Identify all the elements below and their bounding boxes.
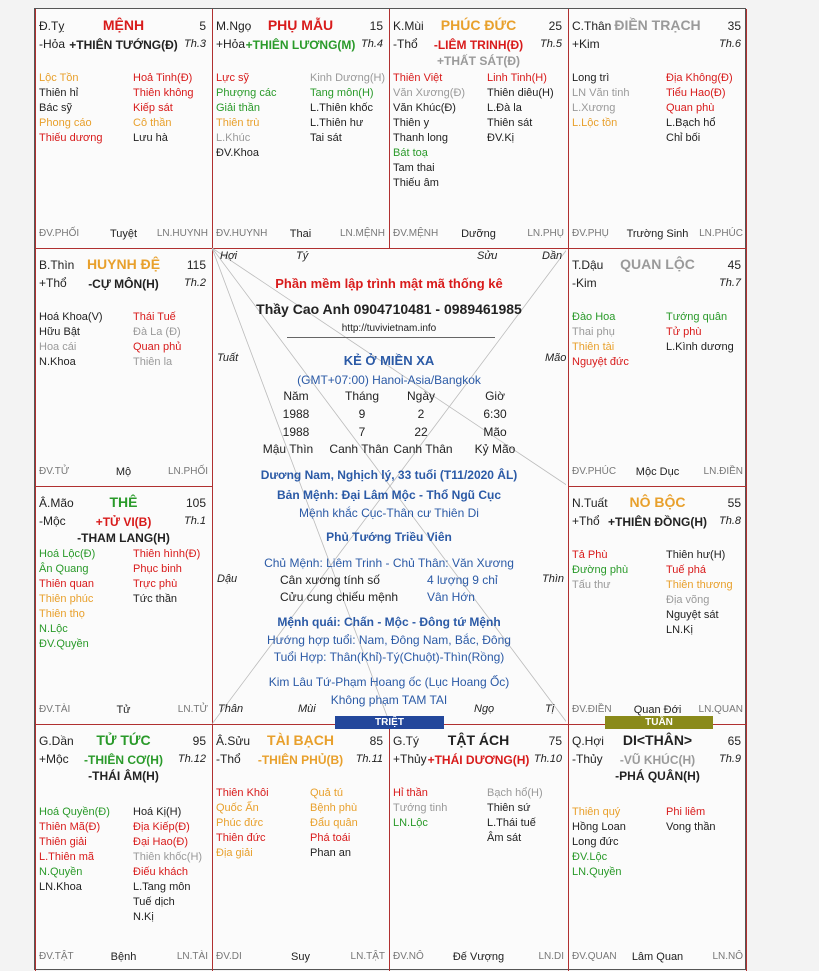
star-right: Âm sát [487, 832, 522, 844]
star-left: Hoa cái [39, 341, 77, 353]
palace-foot-left: ĐV.QUAN [572, 951, 617, 962]
date-cell-solar: 1988 [282, 407, 310, 421]
palace-th: Th.12 [177, 753, 206, 765]
star-right: Thiên hình(Đ) [133, 548, 201, 560]
star-left: Đường phù [572, 564, 629, 576]
palace-mao [35, 486, 212, 724]
palace-foot-left: ĐV.TẬT [39, 951, 74, 962]
palace-branch: K.Mùi [393, 19, 424, 33]
palace-name: PHÚC ĐỨC [440, 17, 517, 33]
star-right: Nguyệt sát [666, 609, 719, 621]
branch-label-tuat: Tuất [217, 352, 239, 364]
star-right: Thiên diêu(H) [487, 87, 554, 99]
star-right: Phan an [310, 847, 351, 859]
star-right: Thiên khốc(H) [133, 851, 203, 863]
star-right: Địa võng [666, 594, 710, 606]
main-star: -THIÊN PHỦ(B) [257, 753, 344, 767]
tam-tai: Không phạm TAM TAI [330, 693, 448, 707]
palace-name: QUAN LỘC [620, 256, 695, 272]
date-cell-lunar: Mão [483, 425, 507, 439]
palace-hoi [568, 724, 747, 971]
star-left: ĐV.Lộc [572, 851, 608, 863]
palace-tuat [568, 486, 747, 724]
palace-foot-right: LN.TỬ [177, 704, 208, 715]
star-right: Trực phù [133, 578, 178, 590]
palace-foot-right: LN.PHỐI [167, 466, 208, 477]
star-right: Cô thần [133, 117, 172, 129]
huong-hop: Hướng hợp tuổi: Nam, Đông Nam, Bắc, Đông [267, 633, 511, 647]
palace-number: 55 [727, 496, 741, 510]
palace-element: -Kim [572, 276, 597, 290]
star-left: Thiên phúc [39, 593, 94, 605]
star-right: Tang môn(H) [310, 87, 374, 99]
star-left: Hữu Bật [39, 326, 80, 338]
palace-ty [35, 9, 212, 248]
palace-foot-mid: Mộ [115, 466, 132, 478]
secondary-star: -PHÁ QUÂN(H) [615, 769, 700, 783]
star-left: Long trì [572, 72, 610, 84]
star-right: L.Kình dương [666, 341, 734, 353]
palace-element: -Thổ [216, 752, 241, 766]
palace-suu [212, 724, 389, 971]
star-left: Lộc Tồn [39, 72, 79, 84]
center-url: http://tuvivietnam.info [341, 323, 437, 334]
palace-foot-mid: Lâm Quan [631, 951, 684, 963]
cuu-cung-label: Cửu cung chiếu mệnh [280, 590, 399, 604]
palace-foot-right: LN.PHỤ [527, 228, 564, 239]
palace-foot-mid: Mộc Dục [635, 466, 680, 478]
palace-branch: Â.Mão [39, 496, 74, 510]
palace-element: -Thủy [572, 752, 603, 766]
star-left: Giải thần [216, 102, 261, 114]
palace-foot-mid: Tử [116, 704, 131, 716]
palace-foot-right: LN.QUAN [698, 704, 743, 715]
palace-number: 75 [548, 734, 562, 748]
branch-label-thin: Thìn [542, 573, 565, 585]
star-left: Phúc đức [216, 817, 264, 829]
star-left: LN.Lộc [393, 817, 428, 829]
star-right: Thái Tuế [133, 311, 176, 323]
palace-foot-left: ĐV.PHỤ [572, 228, 609, 239]
star-left: Bát toạ [393, 147, 428, 159]
palace-number: 35 [727, 19, 741, 33]
chart-name: KẺ Ở MIỀN XA [343, 353, 435, 368]
palace-foot-mid: Bệnh [110, 951, 137, 963]
palace-than [568, 9, 747, 248]
palace-element: +Mộc [39, 752, 69, 766]
palace-branch: N.Tuất [572, 496, 608, 510]
palace-foot-right: LN.ĐIỀN [703, 466, 743, 477]
palace-number: 115 [186, 258, 206, 272]
palace-th: Th.1 [183, 515, 206, 527]
star-right: Bệnh phù [310, 802, 358, 814]
canchi-cell: Mậu Thìn [262, 442, 314, 456]
palace-element: +Thổ [572, 514, 600, 528]
palace-foot-left: ĐV.ĐIỀN [572, 704, 612, 715]
star-left: Phượng các [216, 87, 277, 99]
star-right: Thiên hư(H) [666, 549, 726, 561]
palace-name: DI<THÂN> [622, 732, 693, 748]
palace-dan [35, 724, 212, 971]
menh-khac: Mệnh khắc Cục-Thân cư Thiên Di [299, 506, 479, 520]
palace-foot-right: LN.DI [538, 951, 564, 962]
star-left: Tướng tinh [393, 802, 448, 814]
star-left: N.Khoa [39, 356, 76, 368]
star-right: Tuế phá [666, 564, 706, 576]
star-right: Tiểu Hao(Đ) [666, 87, 726, 99]
star-left: Thiên Mã(Đ) [39, 821, 101, 833]
main-star: -THIÊN CƠ(H) [84, 753, 163, 767]
palace-name: TỬ TỨC [96, 732, 151, 748]
palace-tyi [389, 724, 568, 971]
palace-number: 65 [727, 734, 741, 748]
star-left: L.Khúc [216, 132, 251, 144]
star-left: Thiên Khôi [216, 787, 269, 799]
star-right: L.Thiên khốc [310, 102, 373, 114]
branch-label-mui: Mùi [298, 703, 316, 715]
star-right: Hoả Tinh(Đ) [133, 72, 193, 84]
star-right: L.Bạch hổ [666, 117, 716, 129]
palace-th: Th.11 [355, 753, 383, 765]
palace-branch: T.Dậu [572, 258, 604, 272]
star-left: Thiên thọ [39, 608, 85, 620]
star-right: Quan phủ [133, 341, 182, 353]
star-right: Bạch hổ(H) [487, 787, 543, 799]
star-left: Thiên giải [39, 836, 87, 848]
main-star: +THIÊN ĐỒNG(H) [608, 515, 707, 529]
chu-menh: Chủ Mệnh: Liêm Trinh - Chủ Thân: Văn Xương [264, 556, 514, 570]
star-left: Thiên đức [216, 832, 266, 844]
palace-element: +Thủy [393, 752, 427, 766]
star-left: Tả Phù [572, 549, 608, 561]
palace-th: Th.4 [360, 38, 383, 50]
palace-number: 15 [369, 19, 383, 33]
palace-ngo [212, 9, 389, 248]
tuoi-hop: Tuổi Hợp: Thân(Khỉ)-Tý(Chuột)-Thìn(Rồng) [273, 650, 505, 664]
star-right: ĐV.Kị [487, 132, 515, 144]
star-left: L.Lộc tồn [572, 117, 618, 129]
star-left: Đào Hoa [572, 311, 616, 323]
star-left: L.Thiên mã [39, 851, 95, 863]
date-cell-solar: 6:30 [483, 407, 507, 421]
date-cell-date_headers: Ngày [406, 389, 436, 403]
palace-element: -Thổ [393, 37, 418, 51]
triet-badge: TRIỆT [335, 716, 444, 729]
center-author: Thầy Cao Anh 0904710481 - 0989461985 [256, 301, 522, 317]
star-left: Thiếu dương [39, 132, 103, 144]
star-right: L.Tang môn [133, 881, 191, 893]
star-left: Hoá Quyền(Đ) [39, 806, 110, 818]
star-left: Văn Xương(Đ) [393, 87, 466, 99]
star-right: L.Đà la [487, 102, 522, 114]
date-cell-date_headers: Giờ [485, 389, 505, 403]
palace-number: 85 [369, 734, 383, 748]
palace-foot-mid: Tuyệt [109, 228, 138, 240]
palace-number: 95 [192, 734, 206, 748]
summary: Dương Nam, Nghịch lý, 33 tuổi (T11/2020 ÂL) [260, 468, 518, 482]
palace-name: PHỤ MẪU [267, 17, 334, 33]
palace-foot-left: ĐV.DI [216, 951, 242, 962]
palace-foot-left: ĐV.MỆNH [393, 228, 439, 239]
palace-foot-mid: Đế Vượng [452, 951, 505, 963]
date-cell-lunar: 22 [414, 425, 428, 439]
palace-foot-right: LN.MỆNH [339, 228, 385, 239]
palace-name: ĐIỀN TRẠCH [614, 17, 701, 33]
palace-th: Th.5 [539, 38, 562, 50]
branch-label-ngo: Ngọ [474, 703, 495, 715]
palace-foot-mid: Suy [291, 951, 310, 963]
main-star: +THIÊN LƯƠNG(M) [245, 38, 356, 52]
star-right: Tướng quân [666, 311, 728, 323]
can-xuong-label: Cân xương tính số [280, 573, 380, 587]
star-right: Tai sát [310, 132, 342, 144]
star-left: L.Xương [572, 102, 616, 114]
main-star: +THIÊN TƯỚNG(Đ) [69, 38, 178, 52]
star-right: Lưu hà [133, 132, 168, 144]
star-right: L.Thái tuế [487, 817, 536, 829]
canchi-cell: Canh Thân [329, 442, 389, 456]
grid-line [568, 9, 569, 971]
star-right: Tuế dịch [133, 896, 175, 908]
palace-name: TẬT ÁCH [447, 732, 510, 748]
palace-th: Th.9 [718, 753, 741, 765]
palace-foot-left: ĐV.NÔ [393, 951, 424, 962]
star-right: Quả tú [310, 787, 344, 799]
palace-foot-left: ĐV.PHỐI [39, 228, 80, 239]
star-left: Thiên tài [572, 341, 615, 353]
star-left: Thiên quý [572, 806, 621, 818]
star-right: Kinh Dương(H) [310, 72, 386, 84]
palace-number: 5 [199, 19, 206, 33]
branch-label-suu: Sửu [477, 250, 498, 262]
palace-foot-right: LN.TẬT [350, 951, 385, 962]
star-left: Long đức [572, 836, 619, 848]
palace-number: 45 [727, 258, 741, 272]
star-left: Thiếu âm [393, 177, 439, 189]
star-right: L.Thiên hư [310, 117, 364, 129]
url-underline [287, 337, 495, 338]
star-left: Thiên quan [39, 578, 95, 590]
menh-quai: Mệnh quái: Chấn - Mộc - Đông tứ Mệnh [277, 615, 501, 629]
palace-th: Th.8 [718, 515, 741, 527]
palace-branch: Â.Sửu [216, 734, 251, 748]
date-cell-date_headers: Tháng [344, 389, 380, 403]
star-right: Thiên không [133, 87, 194, 99]
star-right: LN.Kị [666, 624, 693, 636]
palace-number: 25 [548, 19, 562, 33]
star-right: Kiếp sát [133, 102, 173, 114]
palace-number: 105 [185, 496, 206, 510]
star-right: Phi liêm [666, 806, 706, 818]
palace-foot-left: ĐV.TỬ [39, 466, 70, 477]
palace-thin [35, 248, 212, 486]
palace-th: Th.10 [533, 753, 562, 765]
star-left: Thiên hỉ [39, 87, 79, 99]
palace-branch: M.Ngọ [216, 19, 252, 33]
palace-foot-left: ĐV.PHÚC [572, 466, 617, 477]
palace-name: MỆNH [102, 17, 145, 33]
main-star: -VŨ KHÚC(H) [619, 753, 696, 767]
palace-foot-mid: Dưỡng [461, 228, 496, 240]
star-left: ĐV.Quyền [39, 638, 89, 650]
star-left: Thiên y [393, 117, 430, 129]
date-cell-date_headers: Năm [283, 389, 309, 403]
branch-label-mao: Mão [545, 352, 567, 364]
timezone: (GMT+07:00) Hanoi-Asia/Bangkok [297, 373, 481, 387]
grid-line [35, 9, 36, 971]
branch-label-dau: Dậu [217, 573, 238, 585]
tuan-badge: TUẦN [605, 716, 713, 729]
branch-label-ti: Tị [545, 703, 555, 715]
star-left: Lực sỹ [216, 72, 250, 84]
palace-foot-right: LN.NÔ [712, 951, 743, 962]
palace-element: +Thổ [39, 276, 67, 290]
star-left: Hồng Loan [572, 821, 626, 833]
star-left: Phong cáo [39, 117, 92, 129]
star-left: Thiên trù [216, 117, 260, 129]
main-star: -LIÊM TRINH(Đ) [433, 38, 524, 52]
canchi-cell: Kỷ Mão [474, 442, 516, 456]
star-left: N.Lộc [39, 623, 68, 635]
grid-line [568, 486, 747, 487]
palace-th: Th.7 [718, 277, 741, 289]
star-right: Điếu khách [133, 866, 189, 878]
palace-dau [568, 248, 747, 486]
can-xuong-value: 4 lượng 9 chỉ [427, 573, 498, 587]
palace-mui [389, 9, 568, 248]
palace-element: +Kim [572, 37, 600, 51]
star-right: Quan phù [666, 102, 715, 114]
star-right: Đại Hao(Đ) [133, 836, 189, 848]
date-cell-solar: 2 [417, 407, 425, 421]
secondary-star: -THÁI ÂM(H) [88, 769, 159, 783]
star-left: Quốc Ấn [216, 802, 259, 814]
ban-menh: Bản Mệnh: Đại Lâm Mộc - Thổ Ngũ Cục [277, 488, 501, 502]
date-cell-solar: 9 [358, 407, 366, 421]
star-right: Phá toái [310, 832, 351, 844]
star-right: Đẩu quân [310, 817, 358, 829]
palace-foot-left: ĐV.TÀI [39, 704, 71, 715]
star-right: Địa Không(Đ) [666, 72, 733, 84]
palace-foot-mid: Thai [289, 228, 312, 240]
palace-element: -Hỏa [39, 37, 66, 51]
star-right: Tử phù [666, 326, 702, 338]
palace-name: HUYNH ĐỆ [86, 256, 161, 272]
palace-th: Th.2 [183, 277, 206, 289]
grid-line [389, 724, 390, 971]
center-info [212, 248, 568, 724]
main-star: -CỰ MÔN(H) [88, 277, 159, 291]
star-right: Địa Kiếp(Đ) [133, 821, 190, 833]
star-left: Thiên Việt [393, 72, 443, 84]
branch-label-than: Thân [218, 703, 244, 715]
star-right: Đà La (Đ) [133, 326, 181, 338]
palace-element: +Hỏa [216, 37, 246, 51]
star-right: Chỉ bối [666, 132, 701, 144]
star-left: Văn Khúc(Đ) [393, 102, 456, 114]
star-right: Thiên la [133, 356, 173, 368]
phu-tuong: Phủ Tướng Triều Viên [326, 530, 452, 544]
palace-name: NÔ BỘC [629, 494, 686, 510]
star-left: Thai phụ [572, 326, 615, 338]
palace-branch: B.Thìn [39, 258, 75, 272]
star-right: Hoá Kị(H) [133, 806, 182, 818]
palace-foot-mid: Trường Sinh [626, 228, 689, 240]
palace-name: TÀI BẠCH [267, 732, 334, 748]
main-star: +THÁI DƯƠNG(H) [427, 753, 530, 767]
star-right: N.Kị [133, 911, 154, 923]
branch-label-hoi: Hợi [220, 250, 238, 262]
palace-foot-mid: Quan Đới [633, 704, 682, 716]
star-left: Tam thai [393, 162, 435, 174]
grid-line [746, 9, 747, 971]
palace-th: Th.6 [718, 38, 741, 50]
palace-branch: C.Thân [572, 19, 612, 33]
star-right: Linh Tinh(H) [487, 72, 547, 84]
palace-name: THÊ [109, 494, 138, 510]
grid-line [389, 9, 390, 248]
palace-foot-left: ĐV.HUYNH [216, 228, 268, 239]
star-right: Phục binh [133, 563, 182, 575]
branch-label-dan: Dần [542, 250, 563, 262]
star-right: Thiên sát [487, 117, 533, 129]
palace-branch: Q.Hợi [572, 734, 604, 748]
secondary-star: -THAM LANG(H) [77, 531, 170, 545]
star-right: Thiên sứ [487, 802, 531, 814]
kim-lau: Kim Lâu Tứ-Phạm Hoang ốc (Lục Hoang Ốc) [268, 675, 510, 689]
tuvi-chart-board [34, 8, 746, 970]
palace-element: -Mộc [39, 514, 66, 528]
star-left: Hỉ thần [393, 787, 428, 799]
star-left: Hoá Khoa(V) [39, 311, 103, 323]
date-cell-lunar: 7 [358, 425, 366, 439]
palace-branch: G.Tý [393, 734, 419, 748]
star-left: Tấu thư [572, 579, 611, 591]
grid-line [35, 486, 212, 487]
star-left: Địa giải [216, 847, 253, 859]
main-star: +TỬ VI(B) [95, 515, 152, 529]
star-left: LN Văn tinh [572, 87, 630, 99]
star-left: ĐV.Khoa [216, 147, 260, 159]
palace-branch: G.Dần [39, 734, 74, 748]
canchi-cell: Canh Thân [393, 442, 453, 456]
star-left: LN.Quyền [572, 866, 622, 878]
star-right: Tức thần [133, 593, 178, 605]
branch-label-ty: Tý [296, 250, 309, 262]
star-left: Nguyệt đức [572, 356, 629, 368]
star-right: Vong thần [666, 821, 716, 833]
secondary-star: +THẤT SÁT(Đ) [437, 54, 520, 68]
palace-foot-right: LN.HUYNH [156, 228, 208, 239]
star-left: Hoá Lộc(Đ) [39, 548, 96, 560]
palace-foot-right: LN.PHÚC [699, 228, 743, 239]
date-cell-lunar: 1988 [282, 425, 310, 439]
star-left: Bác sỹ [39, 102, 73, 114]
center-title: Phần mềm lập trình mật mã thống kê [275, 276, 503, 291]
star-left: Thanh long [393, 132, 449, 144]
cuu-cung-value: Vân Hớn [427, 590, 475, 604]
palace-th: Th.3 [183, 38, 206, 50]
star-left: Ân Quang [39, 563, 89, 575]
palace-branch: Đ.Tỵ [39, 19, 65, 33]
palace-foot-right: LN.TÀI [176, 951, 208, 962]
star-left: N.Quyền [39, 866, 83, 878]
star-left: LN.Khoa [39, 881, 82, 893]
star-right: Thiên thương [666, 579, 733, 591]
